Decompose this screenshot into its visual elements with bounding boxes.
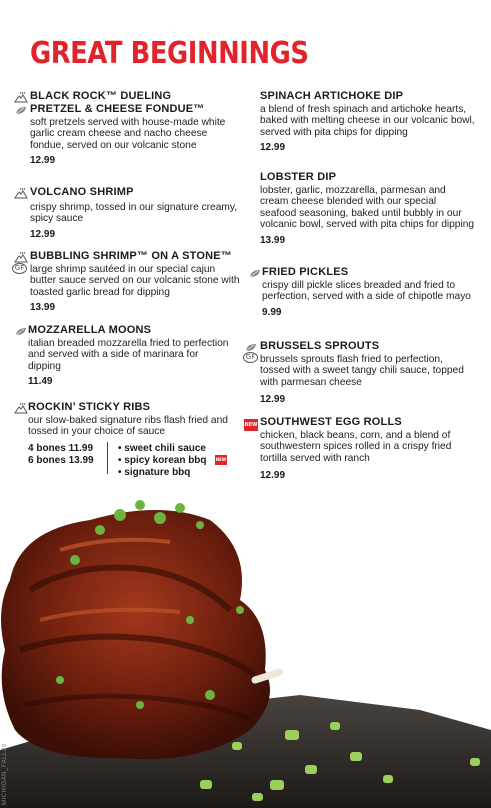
rib-price-options (28, 443, 94, 467)
item-description: crispy shrimp, tossed in our signature creamy, spicy sauce (30, 202, 238, 225)
item-name: ROCKIN’ STICKY RIBS (28, 401, 151, 413)
item-description: brussels sprouts flash fried to perfection, tossed with a sweet tangy chili sauce, topped with parmesan cheese (260, 354, 464, 388)
item-name: FRIED PICKLES (262, 266, 349, 278)
menu-item-brussels-sprouts (260, 340, 475, 405)
leaf-icon (14, 103, 28, 114)
item-description: lobster, garlic, mozzarella, parmesan and cream cheese blended with our special seafood seasoning, baked until bubbly in our volcanic bowl, served with pita chips for dipping (260, 185, 475, 231)
menu-item-pretzel-fondue (30, 90, 240, 166)
menu-item-volcano-shrimp (30, 186, 240, 240)
item-name: VOLCANO SHRIMP (30, 186, 134, 198)
item-name: SOUTHWEST EGG ROLLS (260, 416, 402, 428)
item-price: 12.99 (260, 470, 286, 482)
menu-item-spinach-dip (260, 90, 475, 153)
new-badge-icon: NEW (244, 419, 258, 431)
section-title: GREAT BEGINNINGS (30, 36, 309, 71)
item-name: PRETZEL & CHEESE FONDUE™ (30, 103, 205, 115)
item-price: 13.99 (30, 302, 56, 314)
item-description: italian breaded mozzarella fried to perfection and served with a side of marinara for dipping (28, 338, 229, 372)
item-name: MOZZARELLA MOONS (28, 324, 152, 336)
volcano-icon (14, 90, 28, 101)
gluten-free-icon: GF (243, 352, 258, 363)
item-name: SPINACH ARTICHOKE DIP (260, 90, 404, 102)
item-name: BLACK ROCK™ DUELING (30, 90, 172, 102)
sauce-option: • sweet chili sauce (118, 443, 206, 454)
item-price: 11.49 (28, 376, 53, 388)
menu-item-southwest-egg-rolls (260, 416, 475, 481)
leaf-icon (14, 324, 28, 335)
leaf-icon (244, 340, 258, 351)
new-badge-icon: NEW (215, 455, 227, 465)
item-price: 12.99 (260, 142, 286, 154)
item-name: BRUSSELS SPROUTS (260, 340, 380, 352)
menu-item-fried-pickles (262, 266, 477, 318)
item-description: crispy dill pickle slices breaded and fried to perfection, served with a side of chipotle mayo (262, 280, 471, 303)
divider (107, 442, 108, 474)
sauce-option: • spicy korean bbq (118, 455, 207, 466)
volcano-icon (14, 250, 28, 261)
item-description: chicken, black beans, corn, and a blend of southwestern spices rolled in a crispy fried tortilla served with ranch (260, 430, 452, 464)
menu-item-lobster-dip (260, 171, 475, 246)
item-price: 12.99 (30, 228, 56, 240)
item-description: large shrimp sautéed in our special cajun butter sauce served on our volcanic stone with toasted garlic bread for dipping (30, 264, 240, 298)
item-price: 12.99 (260, 394, 286, 406)
volcano-icon (14, 186, 28, 197)
menu-item-bubbling-shrimp (30, 250, 240, 313)
menu-item-sticky-ribs (28, 401, 243, 438)
sauce-options (118, 443, 207, 479)
sticky-ribs-photo (0, 490, 491, 808)
item-description: a blend of fresh spinach and artichoke hearts, baked with melting cheese in our volcanic bowl, served with pita chips for dipping (260, 104, 475, 138)
item-name: BUBBLING SHRIMP™ ON A STONE™ (30, 250, 232, 262)
item-name: LOBSTER DIP (260, 171, 337, 183)
item-price: 12.99 (30, 155, 56, 167)
sauce-option: • signature bbq (118, 467, 191, 478)
gluten-free-icon: GF (12, 263, 27, 274)
item-price: 9.99 (262, 306, 282, 318)
leaf-icon (248, 266, 262, 277)
menu-item-mozzarella-moons (28, 324, 233, 387)
volcano-icon (14, 401, 28, 412)
print-code: MICHIGAN_FALL23 (2, 743, 8, 805)
item-description: soft pretzels served with house-made white garlic cream cheese and nacho cheese fondue, served on our volcanic stone (30, 117, 226, 151)
price-option: 6 bones 13.99 (28, 455, 94, 466)
item-description: our slow-baked signature ribs flash fried and tossed in your choice of sauce (28, 415, 228, 438)
price-option: 4 bones 11.99 (28, 443, 94, 454)
item-price: 13.99 (260, 234, 286, 246)
